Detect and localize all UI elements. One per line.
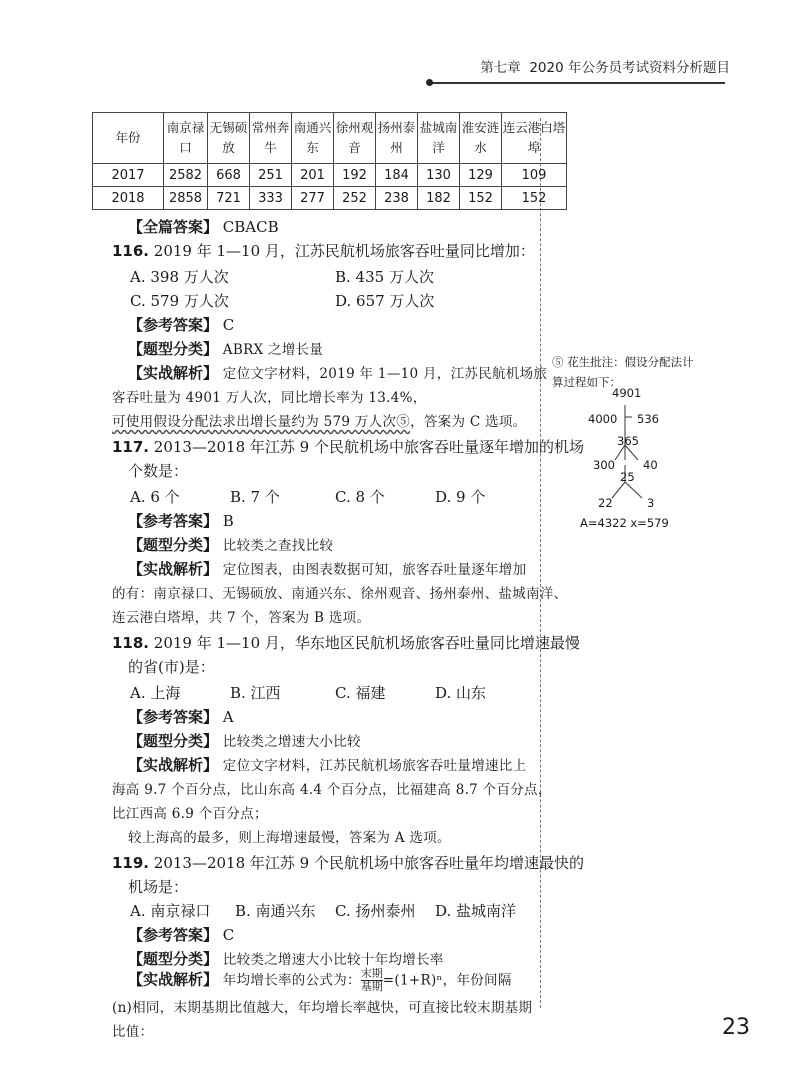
tree-node: 4901 [612, 386, 642, 400]
tree-node: 22 [598, 496, 613, 510]
header-dot [426, 79, 433, 86]
option-b: B. 江西 [230, 684, 281, 702]
tree-node: 4000 [588, 412, 618, 426]
option-b: B. 南通兴东 [235, 902, 316, 920]
header-title: 2020 年公务员考试资料分析题目 [529, 60, 730, 76]
analysis-line: 比值： [112, 1024, 154, 1040]
table-cell: 109 [502, 164, 567, 187]
table-col-header: 南京禄口 [164, 113, 208, 164]
table-col-header: 淮安涟水 [460, 113, 502, 164]
type-line: 【题型分类】 比较类之查找比较 [128, 536, 334, 554]
analysis-line: 客吞吐量为 4901 万人次，同比增长率为 13.4%， [112, 390, 427, 406]
table-cell: 201 [292, 164, 334, 187]
table-col-header: 徐州观音 [334, 113, 376, 164]
analysis-line: 【实战解析】 定位文字材料，江苏民航机场旅客吞吐量增速比上 [128, 756, 527, 774]
header-rule [430, 82, 725, 84]
option-d: D. 山东 [435, 684, 487, 702]
table-row [93, 187, 567, 210]
table-cell: 129 [460, 164, 502, 187]
table-cell: 152 [502, 187, 567, 210]
table-cell: 2858 [164, 187, 208, 210]
answer-line: 【参考答案】 C [128, 926, 235, 944]
table-cell: 130 [418, 164, 460, 187]
table-cell: 721 [208, 187, 250, 210]
option-c: C. 8 个 [335, 488, 385, 506]
option-a: A. 上海 [130, 684, 181, 702]
analysis-line: 的有：南京禄口、无锡硕放、南通兴东、徐州观音、扬州泰州、盐城南洋、 [112, 586, 568, 602]
airport-data-table [92, 112, 567, 210]
question-stem-cont: 机场是： [128, 878, 189, 896]
analysis-line: 【实战解析】 定位文字材料，2019 年 1—10 月，江苏民航机场旅 [128, 364, 548, 382]
table-cell: 251 [250, 164, 292, 187]
answer-line: 【参考答案】 A [128, 708, 234, 726]
side-note-line: 算过程如下： [552, 375, 621, 389]
analysis-line: (n)相同，末期基期比值越大，年均增长率越快，可直接比较末期基期 [112, 1000, 533, 1016]
tree-node: 40 [643, 458, 658, 472]
page-number: 23 [722, 1015, 750, 1040]
tree-node: 536 [637, 412, 659, 426]
table-cell: 252 [334, 187, 376, 210]
ratio-fraction: $\frac{\text{末期}}{\text{基期}}$ [360, 967, 383, 993]
table-col-header: 盐城南洋 [418, 113, 460, 164]
allocation-tree-lines [570, 390, 710, 515]
answer-line: 【参考答案】 C [128, 316, 235, 334]
analysis-line: 【实战解析】 年均增长率的公式为： $\frac{\text{末期}}{\text{基期}}=(1+R)^n$，年份间隔 [128, 967, 512, 993]
option-a: A. 6 个 [130, 488, 180, 506]
option-d: D. 657 万人次 [335, 292, 435, 310]
analysis-line: 【实战解析】 定位图表，由图表数据可知，旅客吞吐量逐年增加 [128, 560, 527, 578]
table-cell: 668 [208, 164, 250, 187]
tree-node: 365 [617, 434, 639, 448]
analysis-line: 较上海高的最多，则上海增速最慢，答案为 A 选项。 [128, 830, 451, 846]
table-col-header: 连云港白塔埠 [502, 113, 567, 164]
table-col-header: 扬州泰州 [376, 113, 418, 164]
option-c: C. 福建 [335, 684, 386, 702]
table-corner: 年份 [93, 113, 164, 164]
tree-node: 3 [647, 496, 655, 510]
chapter-label: 第七章 [480, 60, 521, 76]
tree-result: A=4322 x=579 [580, 516, 669, 530]
table-year: 2017 [93, 164, 164, 187]
answer-line: 【参考答案】 B [128, 512, 234, 530]
type-line: 【题型分类】 ABRX 之增长量 [128, 340, 324, 358]
table-year: 2018 [93, 187, 164, 210]
option-d: D. 9 个 [435, 488, 486, 506]
table-cell: 192 [334, 164, 376, 187]
table-col-header: 无锡硕放 [208, 113, 250, 164]
question-stem-cont: 的省(市)是： [128, 658, 215, 676]
full-answer: 【全篇答案】 CBACB [128, 218, 279, 236]
table-cell: 182 [418, 187, 460, 210]
table-header-row [93, 113, 567, 164]
table-col-header: 常州奔牛 [250, 113, 292, 164]
question-117-stem: 117. 2013—2018 年江苏 9 个民航机场中旅客吞吐量逐年增加的机场 [112, 438, 584, 456]
margin-divider [540, 118, 541, 1008]
running-header [430, 56, 730, 76]
option-a: A. 南京禄口 [130, 902, 211, 920]
table-cell: 333 [250, 187, 292, 210]
table-cell: 184 [376, 164, 418, 187]
question-116-stem: 116. 2019 年 1—10 月，江苏民航机场旅客吞吐量同比增加： [112, 242, 535, 260]
table-cell: 2582 [164, 164, 208, 187]
question-stem-cont: 个数是： [128, 462, 189, 480]
tree-node: 300 [593, 458, 615, 472]
table-cell: 238 [376, 187, 418, 210]
option-c: C. 扬州泰州 [335, 902, 416, 920]
option-a: A. 398 万人次 [130, 268, 229, 286]
option-d: D. 盐城南洋 [435, 902, 517, 920]
analysis-line: 海高 9.7 个百分点，比山东高 4.4 个百分点，比福建高 8.7 个百分点， [112, 782, 552, 798]
analysis-line: 可使用假设分配法求出增长量约为 579 万人次⑤，答案为 C 选项。 [112, 414, 527, 430]
option-b: B. 435 万人次 [335, 268, 434, 286]
side-note-line: ⑤ 花生批注：假设分配法计 [552, 355, 694, 369]
option-b: B. 7 个 [230, 488, 280, 506]
analysis-line: 比江西高 6.9 个百分点； [112, 806, 268, 822]
analysis-line: 连云港白塔埠，共 7 个，答案为 B 选项。 [112, 610, 371, 626]
table-row [93, 164, 567, 187]
table-cell: 277 [292, 187, 334, 210]
table-cell: 152 [460, 187, 502, 210]
type-line: 【题型分类】 比较类之增速大小比较十年均增长率 [128, 950, 444, 968]
tree-node: 25 [620, 470, 635, 484]
type-line: 【题型分类】 比较类之增速大小比较 [128, 732, 361, 750]
table-col-header: 南通兴东 [292, 113, 334, 164]
question-118-stem: 118. 2019 年 1—10 月，华东地区民航机场旅客吞吐量同比增速最慢 [112, 634, 580, 652]
option-c: C. 579 万人次 [130, 292, 229, 310]
question-119-stem: 119. 2013—2018 年江苏 9 个民航机场中旅客吞吐量年均增速最快的 [112, 854, 584, 872]
